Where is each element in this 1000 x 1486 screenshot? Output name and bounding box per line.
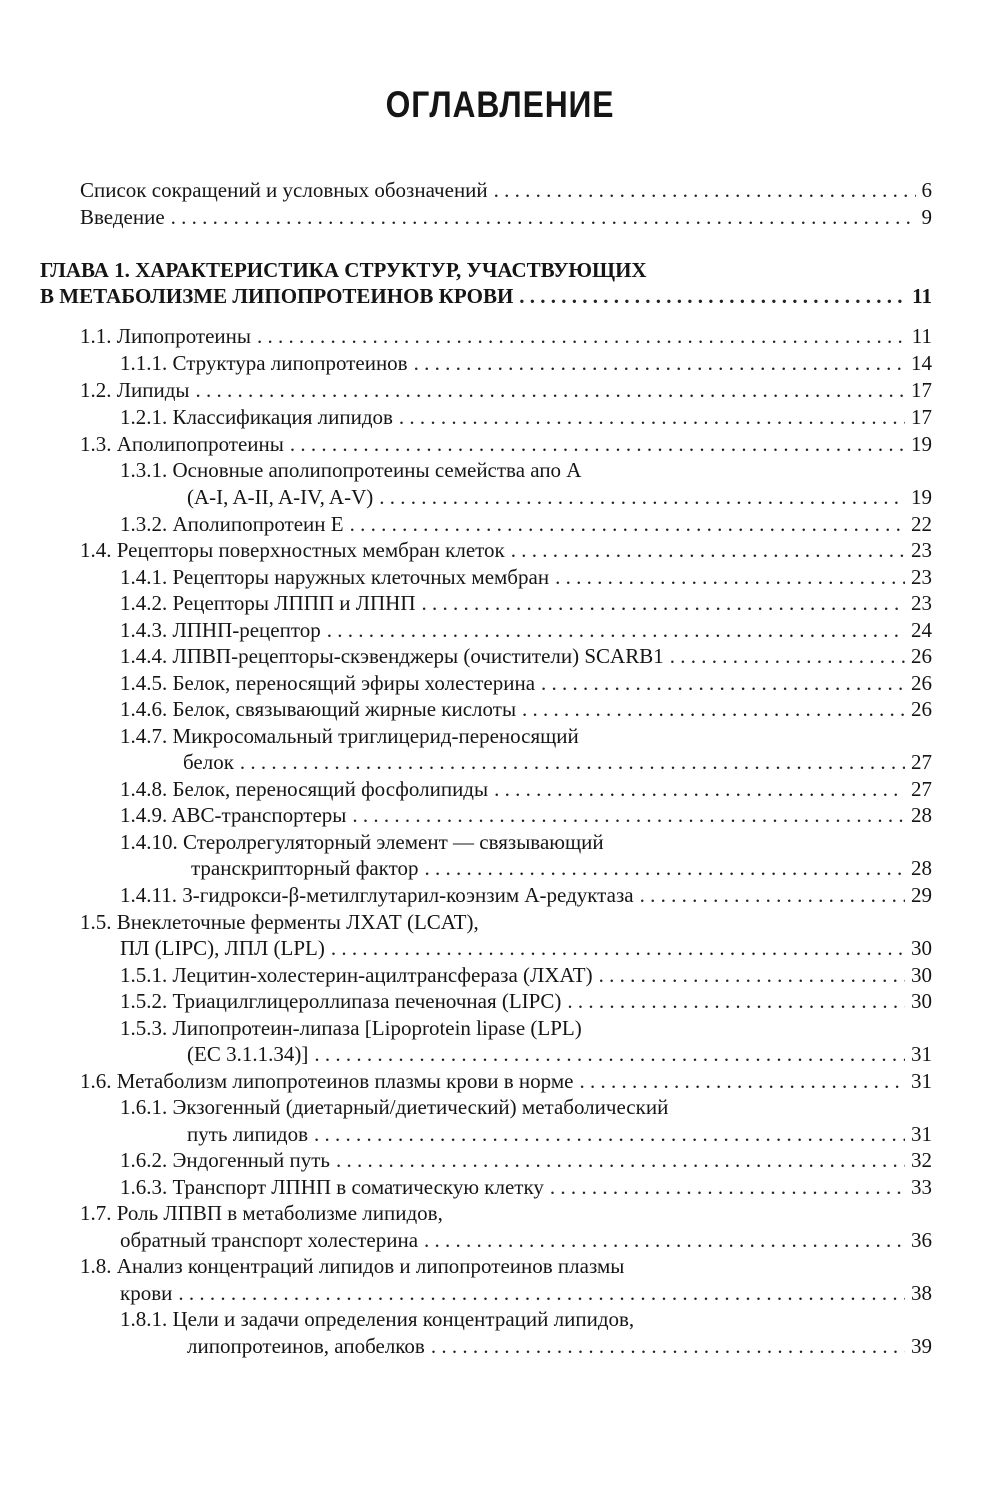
toc-entry bbox=[120, 1147, 932, 1173]
toc-entry-title: 1.4.8. Белок, переносящий фосфолипиды bbox=[120, 777, 489, 801]
toc-entry-title: 1.7. Роль ЛПВП в метаболизме липидов, bbox=[80, 1201, 443, 1225]
toc-entry-page: 38 bbox=[911, 1281, 932, 1305]
toc-entry bbox=[120, 564, 932, 590]
toc-entry-title: В МЕТАБОЛИЗМЕ ЛИПОПРОТЕИНОВ КРОВИ bbox=[40, 284, 514, 308]
toc-entry-title: ГЛАВА 1. ХАРАКТЕРИСТИКА СТРУКТУР, УЧАСТВУЮЩИХ bbox=[40, 258, 647, 282]
dot-leader bbox=[414, 350, 905, 376]
toc-entry bbox=[120, 988, 932, 1014]
toc-entry bbox=[120, 935, 932, 961]
toc-entry-title: 1.4.4. ЛПВП-рецепторы-скэвенджеры (очистители) SCARB1 bbox=[120, 644, 664, 668]
dot-leader bbox=[240, 749, 905, 775]
toc-entry-title: (EC 3.1.1.34)] bbox=[187, 1042, 309, 1066]
toc-entry-title: 1.3.2. Аполипопротеин Е bbox=[120, 512, 344, 536]
page-title: ОГЛАВЛЕНИЕ bbox=[385, 84, 615, 125]
toc-entry-page: 17 bbox=[911, 405, 932, 429]
toc-entry-page: 27 bbox=[911, 777, 932, 801]
toc-entry-page: 9 bbox=[921, 205, 932, 229]
toc-entry-title: 1.4.10. Стеролрегуляторный элемент — связывающий bbox=[120, 830, 604, 854]
toc-entry-page: 11 bbox=[911, 324, 932, 348]
toc-entry-page: 26 bbox=[911, 697, 932, 721]
toc-entry bbox=[80, 377, 932, 403]
toc-entry-page: 22 bbox=[911, 512, 932, 536]
dot-leader bbox=[579, 1068, 905, 1094]
toc-entry-title: обратный транспорт холестерина bbox=[120, 1228, 419, 1252]
toc-entry bbox=[120, 1094, 668, 1120]
toc-entry bbox=[120, 404, 932, 430]
toc-entry-page: 19 bbox=[911, 432, 932, 456]
toc-entry bbox=[80, 537, 932, 563]
dot-leader bbox=[352, 802, 905, 828]
toc-entry bbox=[120, 643, 932, 669]
dot-leader bbox=[178, 1280, 905, 1306]
toc-entry-title: 1.8. Анализ концентраций липидов и липопротеинов плазмы bbox=[80, 1254, 625, 1278]
toc-entry-page: 31 bbox=[911, 1069, 932, 1093]
toc-entry-title: 1.3.1. Основные аполипопротеины семейства апо А bbox=[120, 458, 582, 482]
toc-entry-title: путь липидов bbox=[187, 1122, 309, 1146]
dot-leader bbox=[196, 377, 905, 403]
dot-leader bbox=[331, 935, 905, 961]
toc-entry-page: 14 bbox=[911, 351, 932, 375]
toc-entry-title: транскрипторный фактор bbox=[191, 856, 419, 880]
toc-entry bbox=[40, 257, 647, 283]
dot-leader bbox=[494, 776, 905, 802]
toc-entry-page: 36 bbox=[911, 1228, 932, 1252]
toc-entry-title: 1.3. Аполипопротеины bbox=[80, 432, 284, 456]
toc-entry bbox=[187, 484, 932, 510]
toc-entry-title: 1.1. Липопротеины bbox=[80, 324, 252, 348]
toc-entry-title: 1.4.3. ЛПНП-рецептор bbox=[120, 618, 321, 642]
toc-entry bbox=[40, 283, 932, 309]
toc-entry-page: 32 bbox=[911, 1148, 932, 1172]
toc-entry-title: 1.4.11. 3-гидрокси-β-метилглутарил-коэнзим А-редуктаза bbox=[120, 883, 634, 907]
dot-leader bbox=[379, 484, 905, 510]
toc-entry-title: (A-I, A-II, A-IV, A-V) bbox=[187, 485, 374, 509]
toc-entry bbox=[120, 962, 932, 988]
toc-entry bbox=[120, 1306, 634, 1332]
toc-entry bbox=[120, 829, 604, 855]
toc-entry bbox=[120, 723, 579, 749]
dot-leader bbox=[511, 537, 905, 563]
toc-entry bbox=[120, 590, 932, 616]
toc-entry-page: 11 bbox=[912, 284, 932, 308]
toc-entry-page: 26 bbox=[911, 671, 932, 695]
toc-entry-title: 1.5.1. Лецитин-холестерин-ацилтрансфераза (ЛХАТ) bbox=[120, 963, 593, 987]
toc-entry-page: 31 bbox=[911, 1042, 932, 1066]
toc-entry-title: 1.6.3. Транспорт ЛПНП в соматическую клетку bbox=[120, 1175, 544, 1199]
toc-entry-page: 19 bbox=[911, 485, 932, 509]
dot-leader bbox=[350, 511, 905, 537]
toc-entry-page: 30 bbox=[911, 989, 932, 1013]
toc-entry-title: 1.4.1. Рецепторы наружных клеточных мембран bbox=[120, 565, 550, 589]
toc-entry bbox=[80, 1068, 932, 1094]
toc-entry bbox=[120, 617, 932, 643]
toc-entry bbox=[120, 776, 932, 802]
toc-entry-page: 26 bbox=[911, 644, 932, 668]
toc-entry-title: белок bbox=[183, 750, 234, 774]
dot-leader bbox=[670, 643, 905, 669]
toc-entry-page: 30 bbox=[911, 963, 932, 987]
toc-entry-title: 1.4.2. Рецепторы ЛППП и ЛПНП bbox=[120, 591, 416, 615]
toc-entry bbox=[80, 204, 932, 230]
toc-entry bbox=[120, 1174, 932, 1200]
toc-entry-title: Список сокращений и условных обозначений bbox=[80, 178, 488, 202]
dot-leader bbox=[314, 1121, 905, 1147]
toc-entry-title: 1.5.2. Триацилглицероллипаза печеночная (LIPC) bbox=[120, 989, 562, 1013]
toc-entry-title: 1.5.3. Липопротеин-липаза [Lipoprotein lipase (LPL) bbox=[120, 1016, 582, 1040]
dot-leader bbox=[422, 590, 906, 616]
toc-entry-title: Введение bbox=[80, 205, 165, 229]
dot-leader bbox=[555, 564, 905, 590]
toc-entry bbox=[120, 696, 932, 722]
dot-leader bbox=[599, 962, 905, 988]
dot-leader bbox=[290, 431, 905, 457]
dot-leader bbox=[314, 1041, 905, 1067]
toc-entry bbox=[187, 1121, 932, 1147]
dot-leader bbox=[431, 1333, 905, 1359]
toc-entry bbox=[120, 1227, 932, 1253]
toc-entry bbox=[80, 431, 932, 457]
toc-entry-title: 1.4.7. Микросомальный триглицерид-переносящий bbox=[120, 724, 579, 748]
dot-leader bbox=[399, 404, 905, 430]
dot-leader bbox=[424, 1227, 905, 1253]
dot-leader bbox=[494, 177, 916, 203]
dot-leader bbox=[336, 1147, 905, 1173]
toc-entry-title: 1.4.6. Белок, связывающий жирные кислоты bbox=[120, 697, 517, 721]
toc-entry bbox=[120, 511, 932, 537]
dot-leader bbox=[171, 204, 916, 230]
toc-entry-title: 1.6. Метаболизм липопротеинов плазмы крови в норме bbox=[80, 1069, 574, 1093]
dot-leader bbox=[327, 617, 905, 643]
toc-entry-page: 29 bbox=[911, 883, 932, 907]
toc-entry-title: 1.6.1. Экзогенный (диетарный/диетический) метаболический bbox=[120, 1095, 669, 1119]
toc-entry-title: 1.2.1. Классификация липидов bbox=[120, 405, 393, 429]
dot-leader bbox=[567, 988, 905, 1014]
toc-entry-page: 23 bbox=[911, 538, 932, 562]
toc-entry-page: 24 bbox=[911, 618, 932, 642]
dot-leader bbox=[640, 882, 905, 908]
toc-entry-title: 1.6.2. Эндогенный путь bbox=[120, 1148, 331, 1172]
toc-entry bbox=[187, 1333, 932, 1359]
toc-entry-page: 30 bbox=[911, 936, 932, 960]
dot-leader bbox=[424, 855, 905, 881]
toc-entry bbox=[80, 323, 932, 349]
dot-leader bbox=[257, 323, 906, 349]
toc-entry-page: 39 bbox=[911, 1334, 932, 1358]
dot-leader bbox=[519, 283, 906, 309]
toc-entry-title: ПЛ (LIPC), ЛПЛ (LPL) bbox=[120, 936, 325, 960]
toc-entry-title: 1.1.1. Структура липопротеинов bbox=[120, 351, 408, 375]
toc-entry-title: 1.2. Липиды bbox=[80, 378, 190, 402]
toc-entry bbox=[183, 749, 932, 775]
toc-entry-page: 33 bbox=[911, 1175, 932, 1199]
toc-entry bbox=[191, 855, 932, 881]
toc-entry-page: 28 bbox=[911, 803, 932, 827]
toc-entry-title: 1.4.9. ABC-транспортеры bbox=[120, 803, 347, 827]
toc-entry bbox=[120, 1015, 582, 1041]
toc-entry-page: 28 bbox=[911, 856, 932, 880]
toc-entry-page: 27 bbox=[911, 750, 932, 774]
toc-entry-title: липопротеинов, апобелков bbox=[187, 1334, 425, 1358]
toc-entry bbox=[120, 350, 932, 376]
toc-entry bbox=[120, 882, 932, 908]
toc-entry-page: 17 bbox=[911, 378, 932, 402]
dot-leader bbox=[541, 670, 905, 696]
toc-entry-page: 23 bbox=[911, 591, 932, 615]
toc-entry bbox=[80, 1253, 624, 1279]
dot-leader bbox=[522, 696, 905, 722]
toc-entry-title: 1.4. Рецепторы поверхностных мембран клеток bbox=[80, 538, 505, 562]
toc-entry bbox=[120, 670, 932, 696]
toc-entry bbox=[80, 1200, 443, 1226]
toc-entry bbox=[80, 177, 932, 203]
dot-leader bbox=[550, 1174, 905, 1200]
toc-entry bbox=[120, 457, 581, 483]
toc-entry-page: 31 bbox=[911, 1122, 932, 1146]
toc-entry-title: 1.4.5. Белок, переносящий эфиры холестерина bbox=[120, 671, 536, 695]
toc-entry bbox=[187, 1041, 932, 1067]
toc-entry-title: 1.8.1. Цели и задачи определения концентраций липидов, bbox=[120, 1307, 635, 1331]
toc-entry bbox=[120, 802, 932, 828]
toc-entry-title: крови bbox=[120, 1281, 173, 1305]
toc-entry-title: 1.5. Внеклеточные ферменты ЛХАТ (LCAT), bbox=[80, 910, 479, 934]
toc-entry bbox=[120, 1280, 932, 1306]
toc-entry-page: 23 bbox=[911, 565, 932, 589]
toc-entry-page: 6 bbox=[921, 178, 932, 202]
toc-entry bbox=[80, 909, 479, 935]
